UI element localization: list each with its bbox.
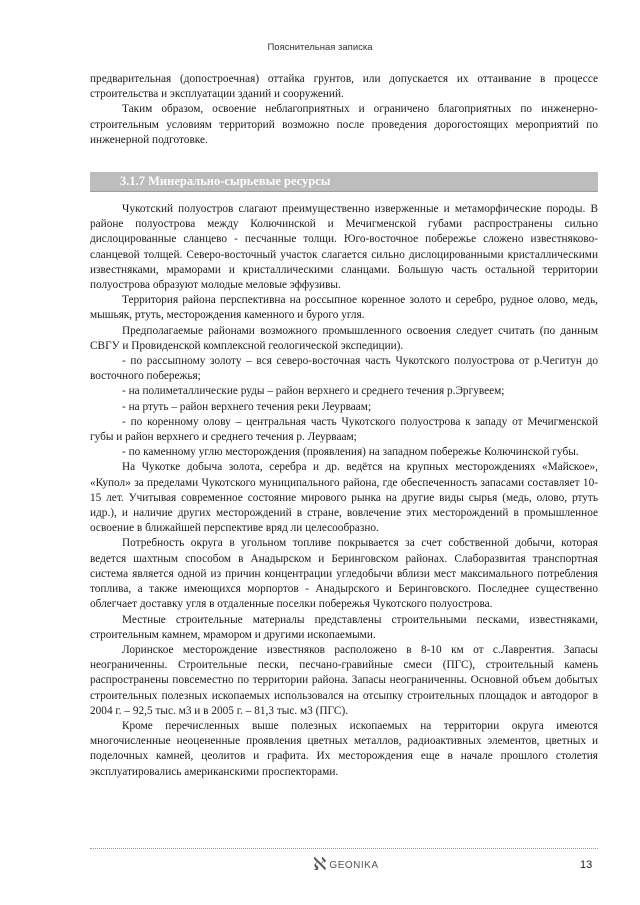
page-body	[90, 72, 598, 780]
list-item: - по рассыпному золоту – вся северо-восточная часть Чукотского полуострова от р.Чегитун до восточного побережья;	[90, 355, 598, 383]
section-heading: 3.1.7 Минерально-сырьевые ресурсы	[90, 172, 598, 192]
running-header: Пояснительная записка	[267, 42, 373, 53]
logo-text: GEONIKA	[329, 859, 379, 871]
paragraph: Таким образом, освоение неблагоприятных и ограничено благоприятных по инженерно-строительным условиям территорий возможно после проведения дорогостоящих мероприятий по инженерной подготовке.	[90, 103, 598, 146]
footer-logo	[313, 853, 379, 877]
paragraph: Предполагаемые районами возможного промышленного освоения следует считать (по данным СВГУ и Провиденской комплексной геологической экспедиции).	[90, 324, 598, 352]
paragraph: Местные строительные материалы представлены строительными песками, известняками, строительным камнем, мрамором и другими ископаемыми.	[90, 613, 598, 641]
list-item: - на ртуть – район верхнего течения реки Леурваам;	[122, 400, 372, 413]
paragraph: Лоринское месторождение известняков расположено в 8-10 км от с.Лаврентия. Запасы неограниченны. Строительные пески, песчано-гравийные смеси (ПГС), строительный камень распространены повсеместно по территории района. Запасы неограниченны. Основной объем добытых строительных полезных ископаемых использовался на отсыпку строительных площадок и автодорог в 2004 г. – 92,5 тыс. м3 и в 2005 г. – 81,3 тыс. м3 (ПГС).	[90, 643, 598, 717]
list-item: - на полиметаллические руды – район верхнего и среднего течения р.Эргувеем;	[122, 385, 505, 398]
spiral-g-logo-icon: ℵ	[313, 854, 327, 875]
paragraph: Потребность округа в угольном топливе покрывается за счет собственной добычи, которая ведется шахтным способом в Анадырском и Беринговском районах. Слаборазвитая транспортная система является одной из причин концентрации угледобычи вблизи мест максимального потребления топлива, а также имеющихся морпортов - Анадырского и Беринговского. Последнее существенно облегчает доставку угля в отдаленные поселки побережья Чукотского полуострова.	[90, 537, 598, 611]
page-number: 13	[580, 859, 593, 871]
paragraph: На Чукотке добыча золота, серебра и др. ведётся на крупных месторождениях «Майское», «Купол» за пределами Чукотского муниципального района, где обеспеченность запасами составляет 10-15 лет. Учитывая современное состояние мирового рынка на другие виды сырья (медь, олово, ртуть идр.), и наличие других месторождений в стране, вовлечение этих месторождений в промышленное освоение в ближайшей перспективе вряд ли целесообразно.	[90, 461, 598, 535]
list-item: - по каменному углю месторождения (проявления) на западном побережье Колючинской губы.	[122, 446, 579, 459]
footer-divider	[90, 848, 598, 849]
list-item: - по коренному олову – центральная часть Чукотского полуострова к западу от Мечигменской губы и район верхнего и среднего течения р. Леурваам;	[90, 415, 598, 444]
paragraph: Территория района перспективна на россыпное коренное золото и серебро, рудное олово, медь, мышьяк, ртуть, месторождения каменного и бурого угля.	[90, 294, 598, 322]
paragraph: Чукотский полуостров слагают преимущественно изверженные и метаморфические породы. В районе полуострова между Колючинской и Мечигменской губами распространены сильно дислоцированные сланцево - песчанные толщи. Юго-восточное побережье сложено известняково-сланцевой толщей. Северо-восточный участок слагается сильно дислоцированными кристаллическими известняками, мраморами и кристаллическими сланцами. Большую часть остальной территории полуострова образуют молодые меловые эффузивы.	[90, 203, 598, 292]
paragraph: Кроме перечисленных выше полезных ископаемых на территории округа имеются многочисленные неоцененные проявления цветных металлов, радиоактивных элементов, цветных и поделочных камней, цеолитов и графита. Их месторождения еще в начале прошлого столетия эксплуатировались американскими проспекторами.	[90, 719, 598, 778]
paragraph: предварительная (допостроечная) оттайка грунтов, или допускается их оттаивание в процессе строительства и эксплуатации зданий и сооружений.	[90, 73, 598, 101]
